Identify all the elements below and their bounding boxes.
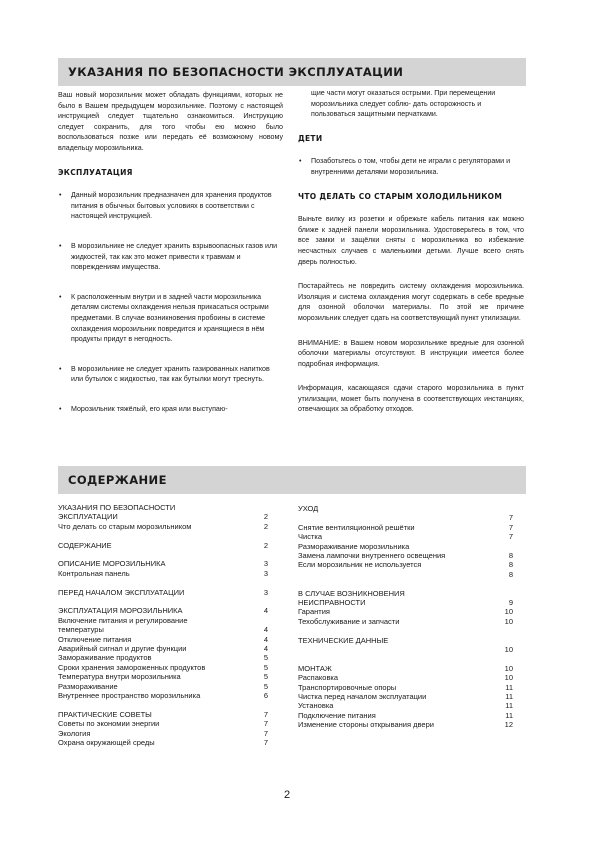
toc-entry-title: Включение питания и регулирование xyxy=(58,615,188,625)
toc-entry[interactable] xyxy=(58,644,268,653)
toc-entry[interactable] xyxy=(58,653,268,662)
toc-entry[interactable] xyxy=(298,701,513,710)
toc-entry-page: 11 xyxy=(505,682,513,692)
toc-entry-title: Контрольная панель xyxy=(58,568,130,578)
toc-entry-page: 4 xyxy=(263,606,268,616)
toc-entry-page: 5 xyxy=(263,662,268,672)
toc-entry[interactable] xyxy=(58,559,268,568)
toc-entry-title: НЕИСПРАВНОСТИ xyxy=(298,598,366,608)
toc-entry-title: Замораживание продуктов xyxy=(58,653,152,663)
toc-entry-page: 8 xyxy=(508,560,513,570)
toc-group xyxy=(58,588,268,597)
toc-entry-title: Чистка xyxy=(298,532,322,542)
toc-entry[interactable] xyxy=(298,673,513,682)
toc-entry[interactable] xyxy=(298,560,513,569)
toc-entry-page: 7 xyxy=(263,738,268,748)
toc-entry[interactable] xyxy=(58,522,268,531)
toc-entry[interactable] xyxy=(58,729,268,738)
toc-entry[interactable] xyxy=(298,532,513,541)
toc-right-column xyxy=(298,504,513,739)
toc-entry-title: температуры xyxy=(58,625,104,635)
toc-entry-title: Установка xyxy=(298,701,334,711)
toc-entry[interactable] xyxy=(58,625,268,634)
toc-entry[interactable] xyxy=(58,710,268,719)
toc-entry-page: 4 xyxy=(263,644,268,654)
toc-entry-title: Подключение питания xyxy=(298,710,376,720)
toc-entry[interactable] xyxy=(58,569,268,578)
toc-entry[interactable] xyxy=(58,616,268,625)
toc-entry-page xyxy=(252,503,268,512)
toc-entry[interactable] xyxy=(298,598,513,607)
toc-entry[interactable] xyxy=(298,645,513,654)
toc-entry-page: 2 xyxy=(263,521,268,531)
toc-entry-page xyxy=(497,589,513,598)
toc-entry-title: Распаковка xyxy=(298,673,339,683)
toc-entry[interactable] xyxy=(298,513,513,522)
toc-entry-page: 2 xyxy=(263,540,268,550)
toc-entry-title xyxy=(298,570,497,579)
toc-entry-page: 10 xyxy=(504,645,513,655)
toc-entry-page: 4 xyxy=(263,634,268,644)
toc-entry[interactable] xyxy=(298,636,513,645)
toc-entry-title: Чистка перед началом эксплуатации xyxy=(298,692,427,702)
toc-entry-title: УКАЗАНИЯ ПО БЕЗОПАСНОСТИ xyxy=(58,503,176,512)
toc-entry-page: 3 xyxy=(263,559,268,569)
toc-entry-page: 10 xyxy=(504,607,513,617)
toc-entry-title: Внутреннее пространство морозильника xyxy=(58,691,201,701)
toc-entry[interactable] xyxy=(58,738,268,747)
old-fridge-paragraph: Информация, касающаяся сдачи старого морозильника в пункт утилизации, может быть получена в соответствующих инстанциях, отвечающих за обработку отходов. xyxy=(298,384,524,414)
toc-group xyxy=(58,541,268,550)
list-item: • Данный морозильник предназначен для хранения продуктов питания в обычных бытовых условиях в соответствии с настоящей инструкцией. xyxy=(58,190,283,222)
toc-entry-title: Отключение питания xyxy=(58,634,132,644)
toc-entry-title: Советы по экономии энергии xyxy=(58,719,160,729)
safety-left-column xyxy=(58,90,283,425)
toc-entry-title: Техобслуживание и запчасти xyxy=(298,616,400,626)
toc-entry-title: Размораживание морозильника xyxy=(298,541,410,551)
toc-entry-page: 8 xyxy=(508,569,513,579)
contents-section-header xyxy=(58,466,526,494)
toc-entry[interactable] xyxy=(298,664,513,673)
toc-entry-title: Изменение стороны открывания двери xyxy=(298,720,434,730)
toc-group xyxy=(58,606,268,700)
toc-entry-page xyxy=(497,504,513,513)
toc-entry-page: 7 xyxy=(263,728,268,738)
toc-entry-title: ПРАКТИЧЕСКИЕ СОВЕТЫ xyxy=(58,709,152,719)
toc-entry-page: 8 xyxy=(508,551,513,561)
toc-entry-page: 7 xyxy=(263,719,268,729)
list-item: • К расположенным внутри и в задней части морозильника деталям системы охлаждения нельзя прикасаться острыми предметами. В случае возникновения пробоины в системе охлаждения морозильник повредится и хранящиеся в нём продукты придут в негодность. xyxy=(58,292,283,345)
toc-group xyxy=(58,710,268,748)
toc-entry-title: ЭКСПЛУАТАЦИЯ МОРОЗИЛЬНИКА xyxy=(58,606,183,616)
toc-entry[interactable] xyxy=(298,617,513,626)
toc-entry-title: Гарантия xyxy=(298,607,330,617)
toc-entry-title: ТЕХНИЧЕСКИЕ ДАННЫЕ xyxy=(298,635,389,645)
toc-entry-page: 5 xyxy=(263,681,268,691)
toc-entry-title xyxy=(298,513,497,522)
page-number: 2 xyxy=(284,789,291,801)
toc-entry[interactable] xyxy=(58,719,268,728)
toc-group xyxy=(298,636,513,655)
safety-section-title: УКАЗАНИЯ ПО БЕЗОПАСНОСТИ ЭКСПЛУАТАЦИИ xyxy=(68,65,404,79)
toc-entry[interactable] xyxy=(58,672,268,681)
toc-entry-page: 3 xyxy=(263,587,268,597)
intro-paragraph: Ваш новый морозильник может обладать функциями, которых не было в Вашем предыдущем морозильнике. Поэтому с настоящей инструкцией следует тщательно ознакомиться. Инструкцию следует сохранить, для того чтобы ею можно было воспользоваться позже или передать её возможному новому владельцу морозильника. xyxy=(58,91,283,152)
toc-entry-page xyxy=(252,616,268,625)
old-fridge-paragraph: Постарайтесь не повредить систему охлаждения морозильника. Изоляция и система охлаждения могут содержать в себе вредные для озонной оболочки материалы. По этой же причине морозильник следует сдать на соответствующий пункт утилизации. xyxy=(298,282,524,322)
toc-entry[interactable] xyxy=(298,720,513,729)
list-item: • Позаботьтесь о том, чтобы дети не играли с регуляторами и внутренними деталями морозильника. xyxy=(298,156,524,177)
toc-entry-page: 4 xyxy=(263,625,268,635)
toc-entry-title: ПЕРЕД НАЧАЛОМ ЭКСПЛУАТАЦИИ xyxy=(58,587,185,597)
toc-group xyxy=(58,503,268,531)
toc-entry-title: ОПИСАНИЕ МОРОЗИЛЬНИКА xyxy=(58,559,166,569)
toc-entry-title: Сроки хранения замороженных продуктов xyxy=(58,662,206,672)
old-fridge-paragraph: Выньте вилку из розетки и обрежьте кабель питания как можно ближе к задней панели морозильника. Удостоверьтесь в том, что все замки и защёлки сняты с морозильника во избежание несчастных случаев с маленькими детьми. Лучше всего снять дверь полностью. xyxy=(298,215,524,266)
toc-entry[interactable] xyxy=(58,682,268,691)
toc-entry-page: 5 xyxy=(263,653,268,663)
toc-entry-page: 7 xyxy=(263,709,268,719)
toc-entry[interactable] xyxy=(58,512,268,521)
toc-entry-page: 2 xyxy=(263,512,268,522)
toc-entry-title: Что делать со старым морозильником xyxy=(58,521,192,531)
toc-entry[interactable] xyxy=(58,663,268,672)
toc-entry-page: 7 xyxy=(508,513,513,523)
toc-entry-page: 9 xyxy=(508,598,513,608)
toc-entry[interactable] xyxy=(298,692,513,701)
toc-entry-page xyxy=(497,542,513,551)
toc-entry[interactable] xyxy=(58,588,268,597)
toc-entry-title: УХОД xyxy=(298,504,319,513)
toc-entry-title: Транспортировочные опоры xyxy=(298,682,397,692)
children-heading: ДЕТИ xyxy=(298,133,323,143)
toc-entry[interactable] xyxy=(298,570,513,579)
toc-entry-page: 10 xyxy=(504,673,513,683)
toc-entry-page: 7 xyxy=(508,522,513,532)
toc-group xyxy=(298,589,513,627)
toc-entry-page: 7 xyxy=(508,532,513,542)
toc-entry-page: 12 xyxy=(504,720,513,730)
old-fridge-heading: ЧТО ДЕЛАТЬ СО СТАРЫМ ХОЛОДИЛЬНИКОМ xyxy=(298,191,503,201)
toc-entry-title: Если морозильник не используется xyxy=(298,560,422,570)
toc-entry[interactable] xyxy=(298,711,513,720)
toc-entry-title: Снятие вентиляционной решётки xyxy=(298,522,415,532)
toc-left-column xyxy=(58,503,268,757)
exploitation-heading: ЭКСПЛУАТАЦИЯ xyxy=(58,167,133,177)
toc-entry-page: 11 xyxy=(505,710,513,720)
toc-entry-title: Замена лампочки внутреннего освещения xyxy=(298,551,446,561)
toc-entry[interactable] xyxy=(298,504,513,513)
toc-entry-page: 3 xyxy=(263,568,268,578)
toc-entry[interactable] xyxy=(298,523,513,532)
toc-entry-title: Размораживание xyxy=(58,681,118,691)
toc-entry-page: 11 xyxy=(505,701,513,711)
toc-entry-title: МОНТАЖ xyxy=(298,663,332,673)
old-fridge-paragraph: ВНИМАНИЕ: в Вашем новом морозильнике вредные для озонной оболочки материалы отсутствуют. В инструкции имеется более подробная информация. xyxy=(298,338,524,368)
toc-entry-page: 10 xyxy=(504,616,513,626)
toc-group xyxy=(58,559,268,578)
toc-entry-page: 6 xyxy=(263,691,268,701)
children-list xyxy=(298,156,524,177)
list-item: • В морозильнике не следует хранить газированных напитков или бутылок с жидкостью, так как бутылки могут треснуть. xyxy=(58,364,283,385)
toc-entry-page: 5 xyxy=(263,672,268,682)
toc-entry[interactable] xyxy=(298,589,513,598)
list-item: • В морозильнике не следует хранить взрывоопасных газов или жидкостей, так как это может привести к травмам и повреждениям имущества. xyxy=(58,241,283,273)
toc-entry-page xyxy=(497,636,513,645)
toc-entry-title: СОДЕРЖАНИЕ xyxy=(58,540,112,550)
toc-entry-page: 11 xyxy=(505,692,513,702)
toc-entry-title: Температура внутри морозильника xyxy=(58,672,181,682)
exploitation-list xyxy=(58,190,283,414)
toc-entry-title xyxy=(298,645,497,654)
toc-entry-title: ЭКСПЛУАТАЦИИ xyxy=(58,512,118,522)
toc-entry[interactable] xyxy=(58,503,268,512)
safety-right-column xyxy=(298,88,524,425)
toc-entry[interactable] xyxy=(298,551,513,560)
toc-entry-title: В СЛУЧАЕ ВОЗНИКНОВЕНИЯ xyxy=(298,588,405,598)
contents-section-title: СОДЕРЖАНИЕ xyxy=(68,473,167,487)
toc-group xyxy=(298,664,513,730)
toc-entry[interactable] xyxy=(298,683,513,692)
toc-entry[interactable] xyxy=(58,691,268,700)
toc-entry[interactable] xyxy=(58,635,268,644)
toc-entry-title: Экология xyxy=(58,728,91,738)
continuation-paragraph: щие части могут оказаться острыми. При перемещении морозильника следует соблю- дать осторожность и пользоваться защитными перчатками. xyxy=(311,89,496,119)
toc-entry[interactable] xyxy=(58,541,268,550)
list-item: • Морозильник тяжёлый, его края или выступаю- xyxy=(58,404,283,415)
toc-entry-title: Аварийный сигнал и другие функции xyxy=(58,644,187,654)
toc-group xyxy=(298,504,513,579)
toc-entry[interactable] xyxy=(298,542,513,551)
safety-section-header xyxy=(58,58,526,86)
toc-entry-title: Охрана окружающей среды xyxy=(58,738,155,748)
toc-entry-page: 10 xyxy=(504,663,513,673)
toc-entry[interactable] xyxy=(298,607,513,616)
toc-entry[interactable] xyxy=(58,606,268,615)
